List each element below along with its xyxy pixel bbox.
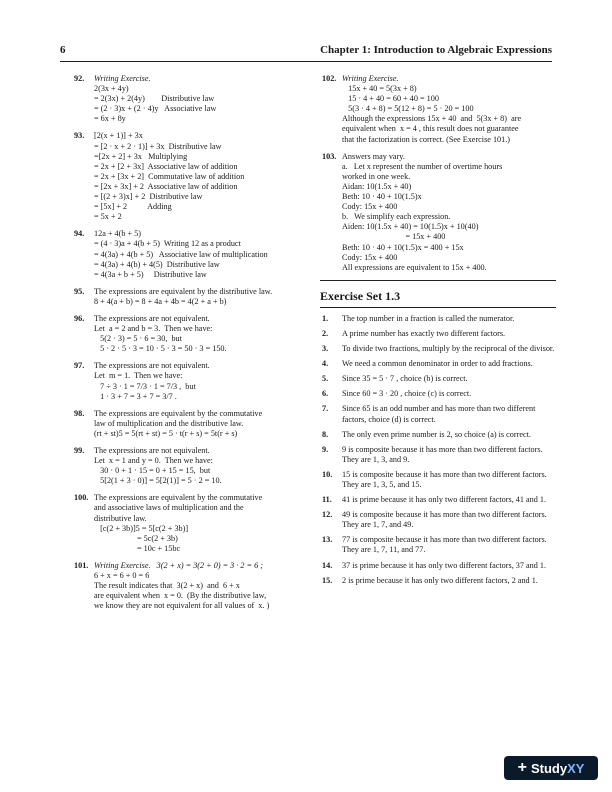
item-text: The top number in a fraction is called the numerator. <box>342 313 515 323</box>
exercise-line: = [(2 + 3)x] + 2 Distributive law <box>94 192 203 202</box>
exercise-line: that the factorization is correct. (See Exercise 101.) <box>342 134 510 144</box>
section-item-6 <box>322 389 556 399</box>
item-text: 41 is prime because it has only two different factors, 41 and 1. <box>342 495 547 505</box>
item-number: 6. <box>322 389 329 399</box>
section-item-9 <box>322 445 556 465</box>
section-rule <box>320 307 556 308</box>
exercise-line: = 10c + 15bc <box>94 543 181 553</box>
section-item-12 <box>322 510 556 530</box>
exercise-line: 5[2(1 + 3 · 0)] = 5[2(1)] = 5 · 2 = 10. <box>94 476 222 486</box>
page-number: 6 <box>60 44 66 56</box>
exercise-100 <box>74 493 306 554</box>
exercise-line: = 6x + 8y <box>94 114 126 124</box>
exercise-number: 103. <box>322 151 337 161</box>
exercise-line: 7 ÷ 3 · 1 = 7/3 · 1 = 7/3 , but <box>94 381 196 391</box>
item-text: To divide two fractions, multiply by the reciprocal of the divisor. <box>342 344 555 354</box>
exercise-line: b. We simplify each expression. <box>342 212 451 222</box>
exercise-96 <box>74 314 306 354</box>
exercise-number: 96. <box>74 313 85 323</box>
exercise-line: = 4(3a) + 4(b) + 4(5) Distributive law <box>94 259 220 269</box>
exercise-95 <box>74 287 306 307</box>
exercise-line: (rt + st)5 = 5(rt + st) = 5 · t(r + s) = 5t(r + s) <box>94 428 238 438</box>
item-text: Since 35 = 5 · 7 , choice (b) is correct. <box>342 374 468 384</box>
exercise-line: 5(2 · 3) = 5 · 6 = 30, but <box>94 334 182 344</box>
exercise-number: 95. <box>74 286 85 296</box>
section-item-5 <box>322 374 556 384</box>
item-number: 2. <box>322 328 329 338</box>
section-item-8 <box>322 430 556 440</box>
exercise-line: Writing Exercise. <box>94 74 151 83</box>
exercise-92 <box>74 74 306 124</box>
item-text: 37 is prime because it has only two different factors, 37 and 1. <box>342 560 547 570</box>
exercise-line: Answers may vary. <box>342 151 405 161</box>
exercise-line: distributive law. <box>94 513 147 523</box>
exercise-line: = (2 · 3)x + (2 · 4)y Associative law <box>94 104 217 114</box>
exercise-line: Let m = 1. Then we have: <box>94 371 183 381</box>
right-column <box>322 74 556 591</box>
exercise-line: [c(2 + 3b)]5 = 5[c(2 + 3b)] <box>94 523 189 533</box>
section-item-2 <box>322 329 556 339</box>
exercise-line: 5(3 · 4 + 8) = 5(12 + 8) = 5 · 20 = 100 <box>342 104 474 114</box>
exercise-line: Aiden: 10(1.5x + 40) = 10(1.5)x + 10(40) <box>342 222 479 232</box>
item-number: 8. <box>322 429 329 439</box>
section-item-10 <box>322 470 556 490</box>
item-number: 14. <box>322 560 333 570</box>
exercise-line: = [2 · x + 2 · 1)] + 3x Distributive law <box>94 141 222 151</box>
item-text: Since 60 = 3 · 20 , choice (c) is correct. <box>342 389 472 399</box>
left-column <box>74 74 306 618</box>
exercise-number: 97. <box>74 361 85 371</box>
exercise-97 <box>74 361 306 401</box>
exercise-line: equivalent when x = 4 , this result does not guarantee <box>342 124 519 134</box>
exercise-number: 102. <box>322 74 337 83</box>
exercise-line: The expressions are not equivalent. <box>94 446 210 455</box>
item-number: 3. <box>322 344 329 354</box>
section-item-13 <box>322 535 556 555</box>
exercise-line: 8 + 4(a + b) = 8 + 4a + 4b = 4(2 + a + b) <box>94 296 227 306</box>
item-number: 13. <box>322 535 333 545</box>
exercise-line: The result indicates that 3(2 + x) and 6 + x <box>94 581 240 591</box>
exercise-line: The expressions are equivalent by the distributive law. <box>94 286 273 296</box>
exercise-line: 30 · 0 + 1 · 15 = 0 + 15 = 15, but <box>94 466 211 476</box>
exercise-line: 15x + 40 = 5(3x + 8) <box>342 84 417 94</box>
exercise-line: [2(x + 1)] + 3x <box>94 131 143 141</box>
exercise-line: are equivalent when x = 0. (By the distributive law, <box>94 591 267 601</box>
exercise-number: 100. <box>74 493 89 503</box>
exercise-line: a. Let x represent the number of overtime hours <box>342 161 503 171</box>
exercise-line: = 4(3a) + 4(b + 5) Associative law of multiplication <box>94 249 268 259</box>
exercise-line: Writing Exercise. 3(2 + x) = 3(2 + 0) = 3 · 2 = 6 ; <box>94 560 263 570</box>
exercise-number: 98. <box>74 408 85 418</box>
item-text: The only even prime number is 2, so choice (a) is correct. <box>342 429 531 439</box>
exercise-line: =[2x + 2] + 3x Multiplying <box>94 151 188 161</box>
item-number: 11. <box>322 495 332 505</box>
item-number: 12. <box>322 510 333 520</box>
exercise-line: 6 + x = 6 + 0 = 6 <box>94 571 150 581</box>
exercise-101 <box>74 561 306 611</box>
exercise-number: 93. <box>74 131 85 141</box>
exercise-line: All expressions are equivalent to 15x + 400. <box>342 262 487 272</box>
section-item-15 <box>322 576 556 586</box>
exercise-number: 94. <box>74 229 85 239</box>
section-title: Exercise Set 1.3 <box>320 288 401 303</box>
exercise-94 <box>74 229 306 279</box>
item-number: 5. <box>322 374 329 384</box>
exercise-line: Writing Exercise. <box>342 74 399 83</box>
exercise-line: Although the expressions 15x + 40 and 5(3x + 8) are <box>342 114 522 124</box>
exercise-line: The expressions are equivalent by the commutative <box>94 408 263 418</box>
item-text: 2 is prime because it has only two different factors, 2 and 1. <box>342 575 538 585</box>
exercise-line: 5 · 2 · 5 · 3 = 10 · 5 · 3 = 50 · 3 = 150. <box>94 344 227 354</box>
exercise-98 <box>74 409 306 439</box>
exercise-line: The expressions are equivalent by the commutative <box>94 493 263 503</box>
exercise-number: 99. <box>74 446 85 455</box>
exercise-line: 2(3x + 4y) <box>94 84 129 94</box>
page-header <box>60 44 552 60</box>
exercise-line: = 2x + [3x + 2] Commutative law of addition <box>94 171 245 181</box>
section-item-3 <box>322 344 556 354</box>
item-text: A prime number has exactly two different factors. <box>342 328 506 338</box>
exercise-line: Cody: 15x + 400 <box>342 252 398 262</box>
exercise-line: we know they are not equivalent for all values of x. ) <box>94 601 270 611</box>
plus-icon: + <box>517 759 527 776</box>
item-number: 10. <box>322 469 333 479</box>
exercise-line: = [5x] + 2 Adding <box>94 202 172 212</box>
item-text: We need a common denominator in order to add fractions. <box>342 359 533 369</box>
exercise-line: 15 · 4 + 40 = 60 + 40 = 100 <box>342 94 439 104</box>
item-number: 9. <box>322 444 329 454</box>
exercise-line: The expressions are not equivalent. <box>94 361 210 371</box>
exercise-line: Cody: 15x + 400 <box>342 202 398 212</box>
exercise-102 <box>322 74 556 145</box>
section-item-7 <box>322 404 556 424</box>
exercise-line: = 2x + [2 + 3x] Associative law of addition <box>94 161 238 171</box>
exercise-line: = 4(3a + b + 5) Distributive law <box>94 269 207 279</box>
exercise-line: worked in one week. <box>342 171 411 181</box>
item-text: 49 is composite because it has more than two different factors. They are 1, 7, and 49. <box>342 510 547 530</box>
item-text: 15 is composite because it has more than two different factors. They are 1, 3, 5, and 15. <box>342 469 547 489</box>
exercise-line: 12a + 4(b + 5) <box>94 229 141 239</box>
exercise-number: 92. <box>74 74 85 83</box>
chapter-title: Chapter 1: Introduction to Algebraic Expressions <box>320 44 552 56</box>
section-rule-top <box>320 280 556 281</box>
section-item-1 <box>322 314 556 324</box>
exercise-99 <box>74 446 306 486</box>
exercise-line: = [2x + 3x] + 2 Associative law of addition <box>94 181 238 191</box>
exercise-line: 1 · 3 + 7 = 3 + 7 = 3/7 . <box>94 391 177 401</box>
header-rule <box>60 61 552 62</box>
item-number: 1. <box>322 313 329 323</box>
studyxy-logo: + StudyXY <box>504 756 598 780</box>
exercise-line: The expressions are not equivalent. <box>94 313 210 323</box>
item-text: Since 65 is an odd number and has more than two different factors, choice (d) is correct. <box>342 404 536 424</box>
exercise-line: and associative laws of multiplication and the <box>94 503 244 513</box>
item-number: 4. <box>322 359 329 369</box>
exercise-line: = (4 · 3)a + 4(b + 5) Writing 12 as a product <box>94 239 241 249</box>
exercise-number: 101. <box>74 560 89 570</box>
exercise-line: = 15x + 400 <box>342 232 446 242</box>
section-item-14 <box>322 561 556 571</box>
exercise-103 <box>322 152 556 273</box>
exercise-line: Let a = 2 and b = 3. Then we have: <box>94 324 213 334</box>
exercise-line: = 2(3x) + 2(4y) Distributive law <box>94 94 215 104</box>
exercise-line: Beth: 10 · 40 + 10(1.5)x = 400 + 15x <box>342 242 464 252</box>
section-item-4 <box>322 359 556 369</box>
exercise-line: Let x = 1 and y = 0. Then we have: <box>94 456 213 466</box>
item-number: 15. <box>322 575 333 585</box>
item-number: 7. <box>322 404 329 414</box>
exercise-line: law of multiplication and the distributive law. <box>94 418 244 428</box>
exercise-93 <box>74 131 306 222</box>
exercise-line: = 5c(2 + 3b) <box>94 533 178 543</box>
exercise-line: Beth: 10 · 40 + 10(1.5)x <box>342 192 422 202</box>
exercise-line: Aidan: 10(1.5x + 40) <box>342 181 412 191</box>
section-item-11 <box>322 495 556 505</box>
item-text: 77 is composite because it has more than two different factors. They are 1, 7, 11, and 77. <box>342 535 547 555</box>
item-text: 9 is composite because it has more than two different factors. They are 1, 3, and 9. <box>342 444 543 464</box>
exercise-line: = 5x + 2 <box>94 212 122 222</box>
